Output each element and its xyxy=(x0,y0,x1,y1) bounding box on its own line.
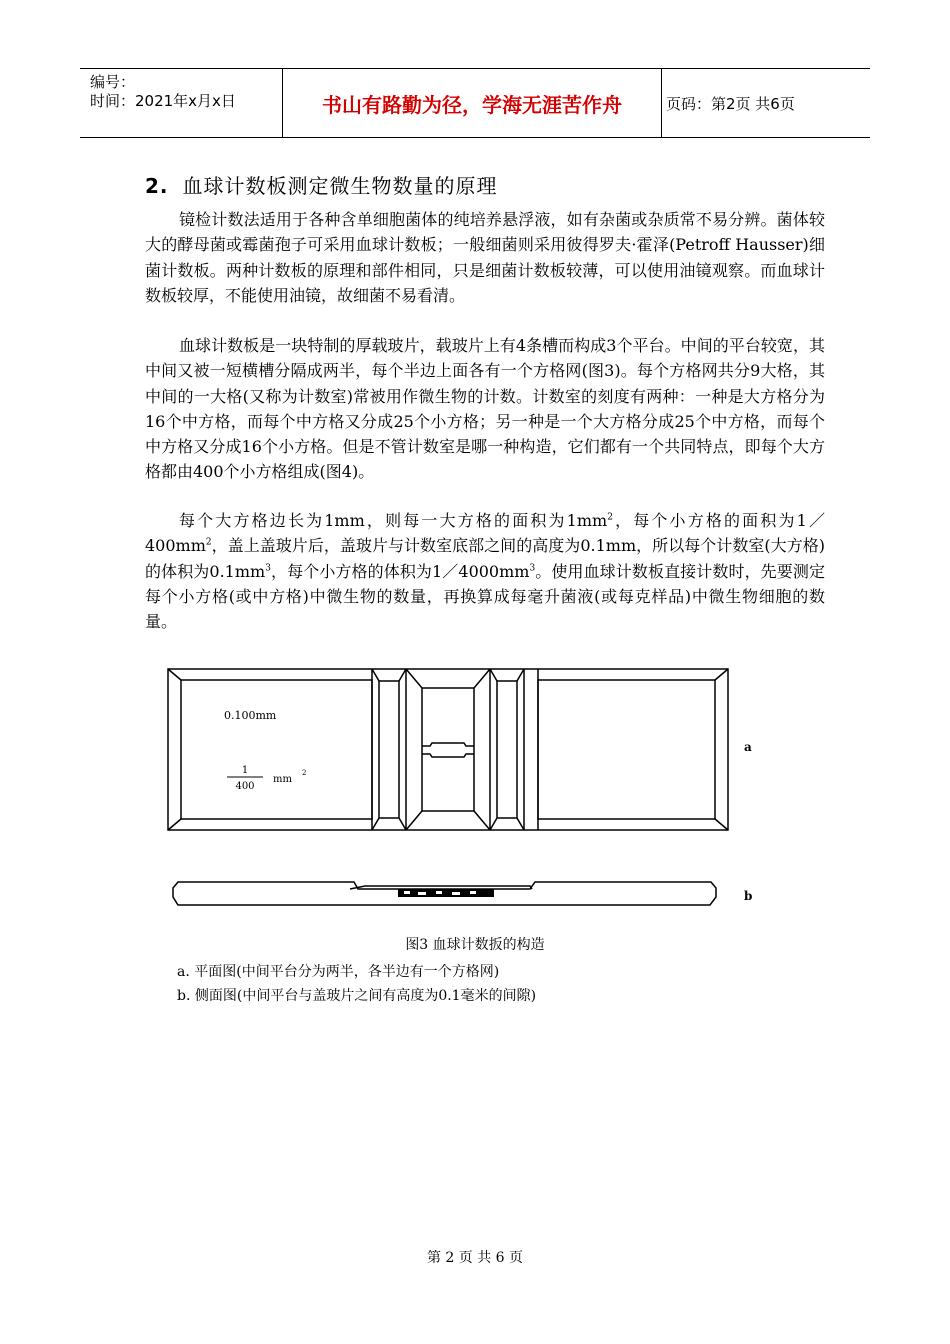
right-groove xyxy=(497,681,517,818)
p3-sup-d: 3 xyxy=(529,563,536,574)
figure-note-a: a. 平面图(中间平台分为两半，各半边有一个方格网) xyxy=(177,964,500,980)
hemocytometer-figure xyxy=(160,660,800,910)
label-a: a xyxy=(744,740,752,754)
paragraph-3 xyxy=(145,508,825,634)
paragraph-1: 镜检计数法适用于各种含单细胞菌体的纯培养悬浮液，如有杂菌或杂质常不易分辨。菌体较大的酵母菌或霉菌孢子可采用血球计数板；一般细菌则采用彼得罗夫·霍泽(Petroff Hausser)细菌计数板。两种计数板的原理和部件相同，只是细菌计数板较薄，可以使用油镜观察。而血球计数板较厚，不能使用油镜，故细菌不易看清。 xyxy=(145,210,825,305)
counting-chamber-grid xyxy=(398,889,494,897)
right-platform xyxy=(538,680,715,819)
label-b: b xyxy=(744,889,753,903)
header-motto: 书山有路勤为径，学海无涯苦作舟 xyxy=(282,69,662,137)
depth-label: 0.100mm xyxy=(224,709,277,722)
left-groove xyxy=(379,681,399,818)
area-unit-sup: 2 xyxy=(302,769,307,777)
header-meta xyxy=(80,69,282,137)
left-platform xyxy=(181,680,372,819)
section-heading xyxy=(145,170,498,199)
p3-text-c: ，盖上盖玻片后，盖玻片与计数室底部之间的高度为0.1mm，所以每个计数室(大方格)的体积为0.1mm xyxy=(145,536,825,581)
p3-text-e: 。使用血球计数板直接计数时，先要测定每个小方格(或中方格)中微生物的数量，再换算成每毫升菌液(或每克样品)中微生物细胞的数量。 xyxy=(145,561,825,632)
p3-text-a: 每个大方格边长为1mm，则每一大方格的面积为1mm xyxy=(179,511,608,530)
section-number: 2. xyxy=(145,174,169,198)
center-platform xyxy=(422,688,474,811)
page-header xyxy=(80,68,870,138)
p3-text-d: ，每个小方格的体积为1／4000mm xyxy=(270,561,530,581)
figure-caption: 图3 血球计数扳的构造 xyxy=(405,937,545,953)
page-footer: 第 2 页 共 6 页 xyxy=(426,1250,524,1266)
fraction-numerator: 1 xyxy=(241,765,249,776)
area-unit: mm xyxy=(273,774,292,785)
plan-view xyxy=(168,669,728,830)
figure-note-b: b. 侧面图(中间平台与盖玻片之间有高度为0.1毫米的间隙) xyxy=(177,988,537,1004)
p3-sup-c: 3 xyxy=(265,563,271,574)
fraction-denominator: 400 xyxy=(235,781,255,792)
short-cross-groove xyxy=(422,743,474,757)
document-time: 时间：2021年x月x日 xyxy=(90,92,236,110)
section-title: 血球计数板测定微生物数量的原理 xyxy=(182,174,498,198)
p3-sup-a: 2 xyxy=(607,512,613,523)
header-page-number: 页码：第2页 共6页 xyxy=(666,94,795,113)
slide-outline xyxy=(168,669,728,830)
paragraph-2: 血球计数板是一块特制的厚载玻片，载玻片上有4条槽而构成3个平台。中间的平台较宽，其中间又被一短横槽分隔成两半，每个半边上面各有一个方格网(图3)。每个方格网共分9大格，其中间的一大格(又称为计数室)常被用作微生物的计数。计数室的刻度有两种：一种是大方格分为16个中方格，而每个中方格又分成25个小方格；另一种是一个大方格分成25个中方格，而每个中方格又分成16个小方格。但是不管计数室是哪一种构造，它们都有一个共同特点，即每个大方格都由400个小方格组成(图4)。 xyxy=(145,336,825,482)
p3-text-b: ，每个小方格的面积为1／400mm xyxy=(145,511,825,556)
document-number: 编号： xyxy=(90,73,136,91)
p3-sup-b: 2 xyxy=(205,537,212,548)
